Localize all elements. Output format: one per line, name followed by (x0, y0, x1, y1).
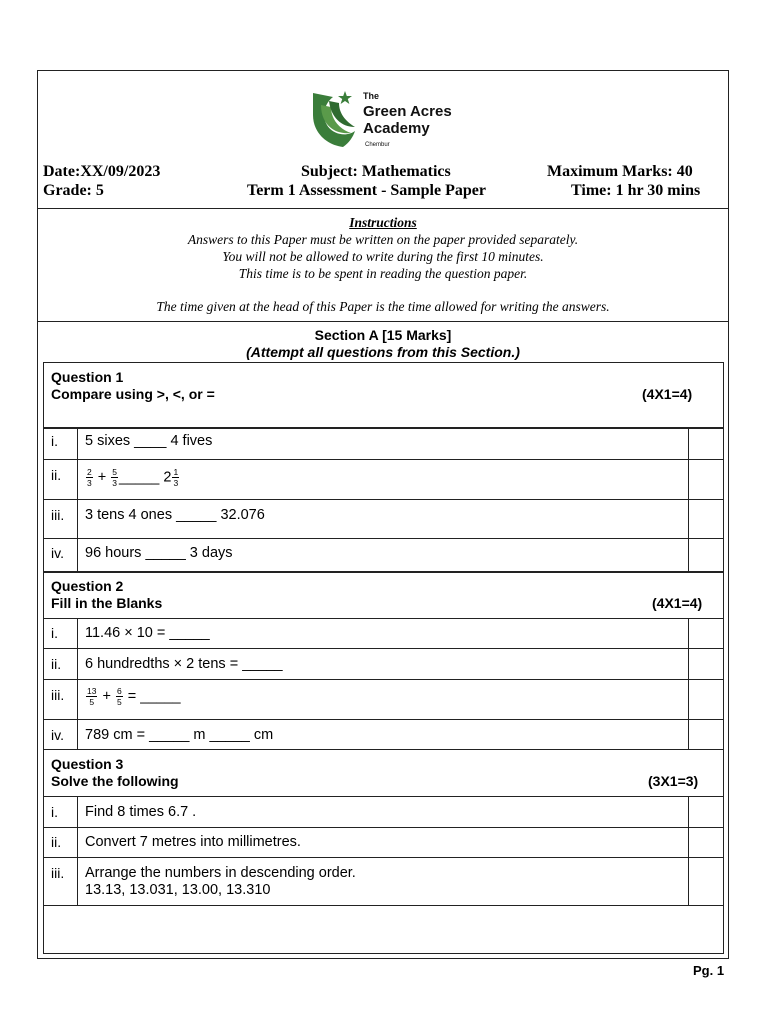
section-heading (38, 327, 728, 360)
question-prompt: Compare using >, <, or = (51, 386, 215, 402)
item-text: 6 hundredths × 2 tens = _____ (85, 656, 283, 672)
item-text: 96 hours _____ 3 days (85, 545, 233, 561)
item-number: ii. (51, 656, 62, 672)
item-number: iv. (51, 545, 64, 561)
question-prompt: Solve the following (51, 773, 179, 789)
fraction: $\frac{1}{3}$ (173, 467, 179, 488)
max-marks-label: Maximum Marks: 40 (547, 163, 693, 180)
item-fraction-expression: $\frac{2}{3}$ + $\frac{5}{3}$ _____ 2 $\frac{1}{3}$ (87, 467, 179, 488)
item-text: Convert 7 metres into millimetres. (85, 834, 301, 850)
fraction: $\frac{2}{3}$ (87, 467, 92, 488)
instruction-line: You will not be allowed to write during the first 10 minutes. (222, 249, 544, 264)
item-number: ii. (51, 834, 62, 850)
page-number: Pg. 1 (693, 963, 725, 978)
time-label: Time: 1 hr 30 mins (571, 182, 701, 199)
questions-table (43, 362, 724, 954)
item-number: i. (51, 625, 58, 641)
section-subtitle: (Attempt all questions from this Section.) (246, 344, 520, 360)
term-label: Term 1 Assessment - Sample Paper (247, 182, 486, 199)
question-title: Question 1 (51, 369, 124, 385)
item-text: Find 8 times 6.7 . (85, 804, 197, 820)
item-fraction-expression: $\frac{13}{5}$ + $\frac{6}{5}$ = _____ (87, 686, 181, 707)
item-number: iii. (51, 687, 65, 703)
item-text: 789 cm = _____ m _____ cm (85, 727, 274, 743)
question-title: Question 2 (51, 578, 124, 594)
question-marks: (4X1=4) (652, 595, 703, 611)
question-prompt: Fill in the Blanks (51, 595, 163, 611)
instruction-line: This time is to be spent in reading the question paper. (238, 266, 528, 281)
paper-frame (37, 70, 729, 959)
item-text: Arrange the numbers in descending order. (85, 865, 356, 881)
item-text: 3 tens 4 ones _____ 32.076 (85, 507, 265, 523)
question-title: Question 3 (51, 756, 124, 772)
date-label: Date:XX/09/2023 (43, 163, 161, 180)
item-number: i. (51, 433, 58, 449)
logo-text-the: The (363, 91, 380, 101)
instructions-block (38, 209, 728, 322)
instruction-line: Answers to this Paper must be written on the paper provided separately. (187, 232, 579, 247)
instruction-line: The time given at the head of this Paper is the time allowed for writing the answers. (156, 299, 610, 314)
item-number: ii. (51, 467, 62, 483)
item-number: iii. (51, 865, 65, 881)
logo-text-green-acres: Green Acres (363, 103, 452, 120)
school-logo (309, 87, 469, 151)
paper-header (38, 71, 728, 209)
item-text: 11.46 × 10 = _____ (85, 625, 210, 641)
logo-star-icon (338, 91, 352, 104)
question-marks: (3X1=3) (648, 773, 699, 789)
grade-label: Grade: 5 (43, 182, 104, 199)
item-text: 5 sixes ____ 4 fives (85, 433, 213, 449)
fraction: $\frac{5}{3}$ (112, 467, 117, 488)
question-marks: (4X1=4) (642, 386, 693, 402)
item-number: iv. (51, 727, 64, 743)
item-text-numbers: 13.13, 13.031, 13.00, 13.310 (85, 882, 271, 898)
instructions-title: Instructions (349, 215, 417, 230)
item-number: i. (51, 804, 58, 820)
item-number: iii. (51, 507, 65, 523)
section-title: Section A [15 Marks] (314, 327, 452, 343)
logo-text-location: Chembur (365, 142, 390, 148)
subject-label: Subject: Mathematics (301, 163, 451, 180)
fraction: $\frac{13}{5}$ (87, 686, 97, 707)
logo-text-academy: Academy (363, 120, 430, 137)
fraction: $\frac{6}{5}$ (117, 686, 122, 707)
